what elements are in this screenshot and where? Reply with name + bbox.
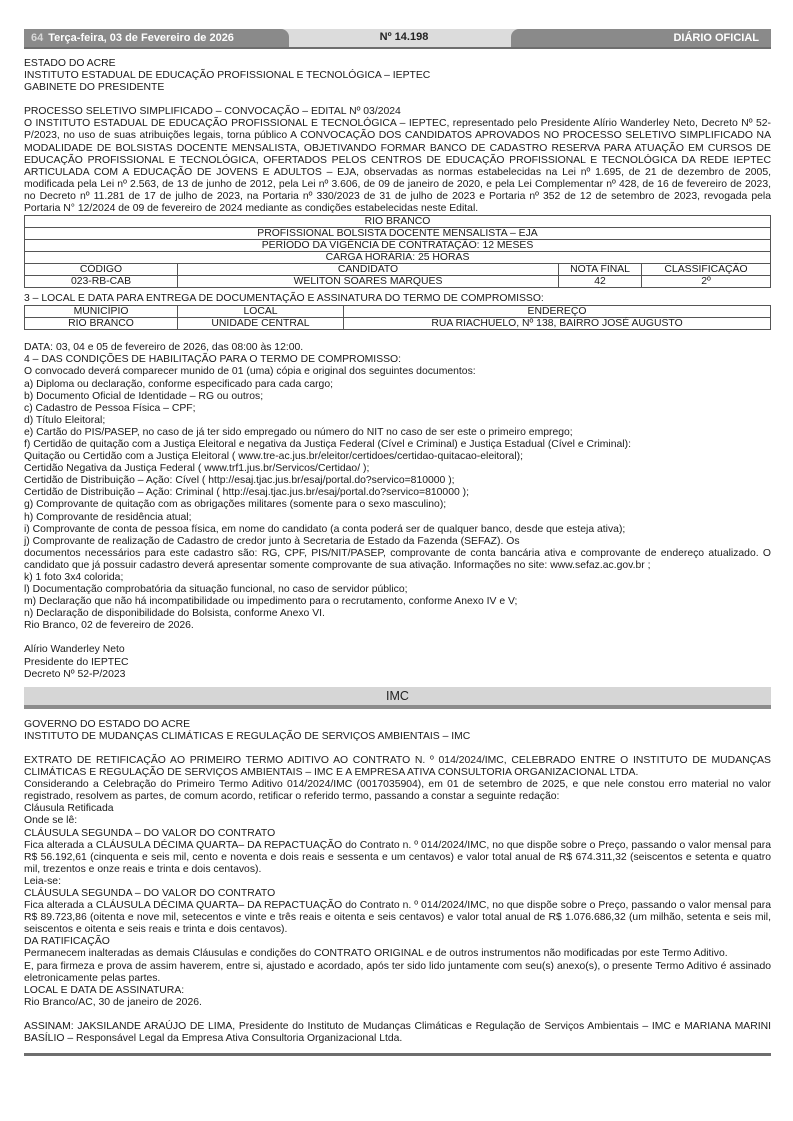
- requirement-item: a) Diploma ou declaração, conforme especificado para cada cargo;: [24, 378, 334, 390]
- section-4-intro: O convocado deverá comparecer munido de 01 (uma) cópia e original dos seguintes documentos:: [24, 366, 476, 378]
- requirement-item: j) Comprovante de realização de Cadastro de credor junto à Secretaria de Estado da Fazenda (SEFAZ). Os: [24, 535, 520, 547]
- merged-row: [25, 216, 771, 228]
- onde-se-le: Onde se lê:: [24, 815, 78, 827]
- requirement-item: e) Cartão do PIS/PASEP, no caso de já ter sido empregado ou número do NIT no caso de ser este o primeiro emprego;: [24, 426, 573, 438]
- requirement-link-line: Quitação ou Certidão com a Justiça Eleitoral ( www.tre-ac.jus.br/eleitor/certidoes/certidao-quitacao-eleitoral);: [24, 451, 523, 463]
- table-merged-cell: RIO BRANCO: [25, 216, 771, 228]
- candidates-table: [24, 215, 771, 288]
- requirement-link-line: Certidão de Distribuição – Ação: Cível ( http://esaj.tjac.jus.br/esaj/portal.do?servico=810000 );: [24, 475, 455, 487]
- clausula-retificada: Cláusula Retificada: [24, 803, 114, 815]
- publication-name: DIÁRIO OFICIAL: [511, 29, 771, 47]
- section-4-title: 4 – DAS CONDIÇÕES DE HABILITAÇÃO PARA O TERMO DE COMPROMISSO:: [24, 354, 402, 366]
- requirement-item: l) Documentação comprobatória da situação funcional, no caso de servidor público;: [24, 584, 408, 596]
- table-cell: WELITON SOARES MARQUES: [178, 276, 559, 288]
- column-header: CÓDIGO: [25, 264, 178, 276]
- merged-row: [25, 228, 771, 240]
- requirement-item: f) Certidão de quitação com a Justiça Eleitoral e negativa da Justiça Federal (Cível e Criminal) e Justiça Estadual (Cível e Criminal):: [24, 438, 631, 450]
- column-header: ENDEREÇO: [344, 306, 771, 318]
- column-header: CLASSIFICAÇÃO: [642, 264, 771, 276]
- column-header: LOCAL: [178, 306, 344, 318]
- edition-number: Nº 14.198: [379, 31, 429, 43]
- requirement-link-line: Certidão de Distribuição – Ação: Criminal ( http://esaj.tjac.jus.br/esaj/portal.do?servico=810000 );: [24, 487, 470, 499]
- page-number: 64: [31, 32, 44, 44]
- ratificacao-text: E, para firmeza e prova de assim haverem, entre si, ajustado e acordado, após ter sido lido juntamente com seu(s) anexo(s), o presente Termo Aditivo é assinado eletronicamente pelas partes.: [24, 960, 771, 984]
- table-merged-cell: PROFISSIONAL BOLSISTA DOCENTE MENSALISTA – EJA: [25, 228, 771, 240]
- section-3-title: 3 – LOCAL E DATA PARA ENTREGA DE DOCUMENTAÇÃO E ASSINATURA DO TERMO DE COMPROMISSO:: [24, 293, 544, 305]
- org-line: GABINETE DO PRESIDENTE: [24, 82, 165, 94]
- header-date: Terça-feira, 03 de Fevereiro de 2026: [48, 32, 234, 44]
- table-cell: UNIDADE CENTRAL: [178, 318, 344, 330]
- requirement-item-continuation: documentos necessários para este cadastro são: RG, CPF, PIS/NIT/PASEP, comprovante de conta bancária ativa e comprovante de endereço atualizado. O candidato que já possuir cadastro deverá apresentar somente comprovante de sua ativação. Informações no site: www.sefaz.ac.gov.br ;: [24, 547, 771, 571]
- signer-role: Presidente do IEPTEC: [24, 656, 129, 668]
- requirement-item: h) Comprovante de residência atual;: [24, 511, 192, 523]
- merged-row: [25, 240, 771, 252]
- column-header: MUNICÍPIO: [25, 306, 178, 318]
- requirement-item: g) Comprovante de quitação com as obrigações militares (somente para o sexo masculino);: [24, 499, 447, 511]
- signer-decree: Decreto Nº 52-P/2023: [24, 668, 126, 680]
- requirements-list: [24, 379, 771, 633]
- table-row: [25, 276, 771, 288]
- requirement-item: m) Declaração que não há incompatibilidade ou impedimento para o recrutamento, conforme Anexo IV e V;: [24, 596, 518, 608]
- requirement-item: k) 1 foto 3x4 colorida;: [24, 572, 124, 583]
- location-table: [24, 305, 771, 330]
- org-line: INSTITUTO ESTADUAL DE EDUCAÇÃO PROFISSIONAL E TECNOLÓGICA – IEPTEC: [24, 70, 431, 82]
- edital-title: PROCESSO SELETIVO SIMPLIFICADO – CONVOCAÇÃO – EDITAL Nº 03/2024: [24, 106, 401, 118]
- table-cell: RUA RIACHUELO, Nº 138, BAIRRO JOSÉ AUGUSTO: [344, 318, 771, 330]
- signers-text: ASSINAM: JAKSILANDE ARAÚJO DE LIMA, Presidente do Instituto de Mudanças Climáticas e Regulação de Serviços Ambientais – IMC e MARIANA MARINI BASÍLIO – Responsável Legal da Empresa Ativa Consultoria Organizacional Ltda.: [24, 1020, 771, 1044]
- ieptec-org-block: [24, 58, 771, 94]
- signature-block: [24, 644, 771, 680]
- column-header: CANDIDATO: [178, 264, 559, 276]
- org-line: GOVERNO DO ESTADO DO ACRE: [24, 718, 191, 730]
- clause-title: CLÁUSULA SEGUNDA – DO VALOR DO CONTRATO: [24, 827, 276, 839]
- clause-text-original: Fica alterada a CLÁUSULA DÉCIMA QUARTA– DA REPACTUAÇÃO do Contrato n. º 014/2024/IMC, no que dispõe sobre o Preço, passando o valor mensal para R$ 56.192,61 (cinquenta e seis mil, cento e noventa e dois reais e sessenta e um centavos) e valor total anual de R$ 674.311,32 (seiscentos e setenta e quatro mil, trezentos e onze reais e trinta e dois centavos).: [24, 839, 771, 875]
- merged-row: [25, 252, 771, 264]
- edital-intro: O INSTITUTO ESTADUAL DE EDUCAÇÃO PROFISSIONAL E TECNOLÓGICA – IEPTEC, representado pelo Presidente Alírio Wanderley Neto, Decreto Nº 52-P/2023, no uso de suas atribuições legais, torna público A CONVOCAÇÃO DOS CANDIDATOS APROVADOS NO PROCESSO SELETIVO SIMPLIFICADO NA MODALIDADE DE BOLSISTAS DOCENTE MENSALISTA, OBJETIVANDO FORMAR BANCO DE CADASTRO RESERVA PARA ATUAÇÃO EM CURSOS DE EDUCAÇÃO PROFISSIONAL E TECNOLÓGICA, OFERTADOS PELOS CENTROS DE EDUCAÇÃO PROFISSIONAL E TECNOLÓGICA DA REDE IEPTEC ARTICULADA COM A EDUCAÇÃO DE JOVENS E ADULTOS – EJA, observadas as normas estabelecidas na Lei nº 1.695, de 21 de dezembro de 2005, modificada pela Lei nº 2.563, de 13 de junho de 2012, pela Lei nº 3.606, de 09 de janeiro de 2020, e pela Lei Complementar nº 428, de 16 de fevereiro de 2023, no Decreto nº 11.281 de 17 de julho de 2023, na Portaria nº 330/2023 de 31 de julho de 2023 e Portaria nº 352 de 12 de setembro de 2023, revogada pela Portaria N° 12/2024 de 09 de fevereiro de 2024 mediante as condições estabelecidas neste Edital.: [24, 118, 771, 215]
- table-merged-cell: PERÍODO DA VIGÊNCIA DE CONTRATAÇÃO: 12 MESES: [25, 240, 771, 252]
- table-header-row: [25, 306, 771, 318]
- date-line: DATA: 03, 04 e 05 de fevereiro de 2026, das 08:00 às 12:00.: [24, 342, 304, 354]
- footer-divider: [24, 1053, 771, 1056]
- requirement-item: c) Cadastro de Pessoa Física – CPF;: [24, 402, 196, 414]
- requirement-link-line: Certidão Negativa da Justiça Federal ( www.trf1.jus.br/Servicos/Certidao/ );: [24, 463, 370, 475]
- column-header: NOTA FINAL: [559, 264, 642, 276]
- table-cell: 42: [559, 276, 642, 288]
- requirement-item: i) Comprovante de conta de pessoa física, em nome do candidato (a conta poderá ser de qualquer banco, desde que esteja ativa);: [24, 523, 626, 535]
- table-cell: RIO BRANCO: [25, 318, 178, 330]
- considering-text: Considerando a Celebração do Primeiro Termo Aditivo 014/2024/IMC (0017035904), em 01 de setembro de 2025, e que nele constou erro material no valor registrado, resolvem as partes, de comum acordo, retificar o referido termo, passando a constar a seguinte redação:: [24, 779, 771, 803]
- header-left-tab: [24, 29, 289, 47]
- clause-text-corrected: Fica alterada a CLÁUSULA DÉCIMA QUARTA– DA REPACTUAÇÃO do Contrato n. º 014/2024/IMC, no que dispõe sobre o Preço, passando o valor mensal para R$ 89.723,86 (oitenta e nove mil, setecentos e vinte e três reais e oitenta e seis centavos) e valor total anual de R$ 1.076.686,32 (um milhão, setenta e seis mil, seiscentos e oitenta e seis reais e trinta e dois centavos).: [24, 900, 771, 936]
- table-header-row: [25, 264, 771, 276]
- page-header: [24, 29, 771, 49]
- requirement-item: d) Título Eleitoral;: [24, 414, 106, 426]
- leia-se: Leia-se:: [24, 875, 61, 887]
- signer-name: Alírio Wanderley Neto: [24, 644, 125, 656]
- org-line: INSTITUTO DE MUDANÇAS CLIMÁTICAS E REGULAÇÃO DE SERVIÇOS AMBIENTAIS – IMC: [24, 730, 471, 742]
- imc-section-bar: IMC: [24, 687, 771, 709]
- local-title: LOCAL E DATA DE ASSINATURA:: [24, 984, 185, 996]
- table-cell: 023-RB-CAB: [25, 276, 178, 288]
- extrato-title: EXTRATO DE RETIFICAÇÃO AO PRIMEIRO TERMO ADITIVO AO CONTRATO N. º 014/2024/IMC, CELEBRADO ENTRE O INSTITUTO DE MUDANÇAS CLIMÁTICAS E REGULAÇÃO DE SERVIÇOS AMBIENTAIS – IMC E A EMPRESA ATIVA CONSULTORIA ORGANIZACIONAL LTDA.: [24, 754, 771, 779]
- ratificacao-text: Permanecem inalteradas as demais Cláusulas e condições do CONTRATO ORIGINAL e de outros instrumentos não modificadas por este Termo Aditivo.: [24, 948, 728, 960]
- table-merged-cell: CARGA HORÁRIA: 25 HORAS: [25, 252, 771, 264]
- table-row: [25, 318, 771, 330]
- org-line: ESTADO DO ACRE: [24, 58, 116, 69]
- requirement-item: b) Documento Oficial de Identidade – RG ou outros;: [24, 390, 264, 402]
- page-content: [24, 58, 771, 1056]
- requirement-item: n) Declaração de disponibilidade do Bolsista, conforme Anexo VI.: [24, 608, 325, 620]
- local-date: Rio Branco/AC, 30 de janeiro de 2026.: [24, 996, 202, 1008]
- table-cell: 2º: [642, 276, 771, 288]
- ratificacao-title: DA RATIFICAÇÃO: [24, 936, 110, 948]
- place-date: Rio Branco, 02 de fevereiro de 2026.: [24, 620, 194, 632]
- imc-org-block: [24, 719, 771, 743]
- clause-title: CLÁUSULA SEGUNDA – DO VALOR DO CONTRATO: [24, 887, 276, 899]
